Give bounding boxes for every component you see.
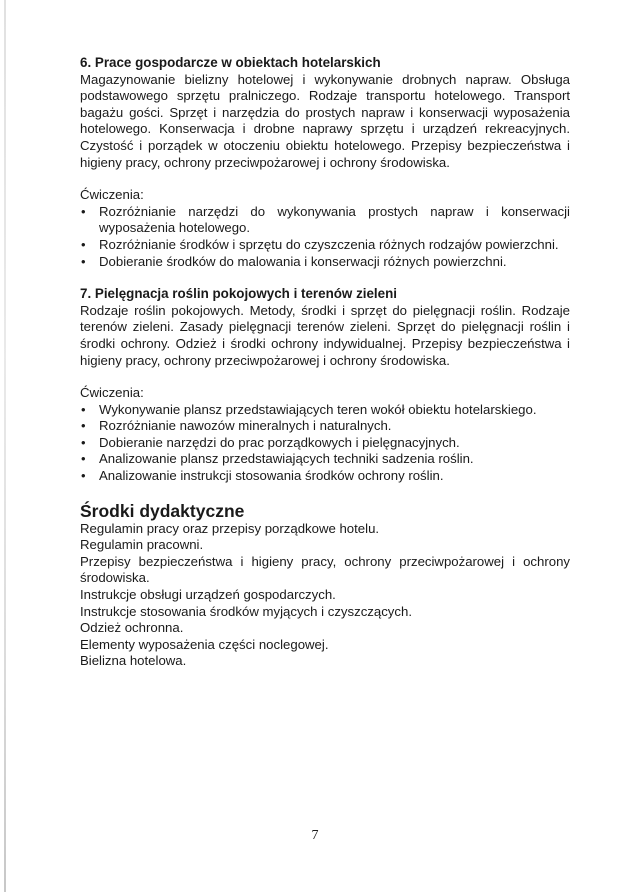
- section-6-exercises-label: Ćwiczenia:: [80, 187, 144, 203]
- section-7-exercises-label: Ćwiczenia:: [80, 385, 144, 401]
- teaching-aids-heading: Środki dydaktyczne: [80, 500, 245, 521]
- list-item: • Analizowanie instrukcji stosowania środków ochrony roślin.: [81, 468, 444, 484]
- bullet-icon: •: [81, 203, 86, 219]
- section-7-body: Rodzaje roślin pokojowych. Metody, środki i sprzęt do pielęgnacji roślin. Rodzaje terenów zieleni. Zasady pielęgnacji terenów zieleni. Sprzęt do pielęgnacji roślin i środki ochrony. Odzież i środki ochrony indywidualnej. Przepisy bezpieczeństwa i higieny pracy, ochrony przeciwpożarowej i ochrony środowiska.: [80, 302, 570, 368]
- teaching-aid-line: Elementy wyposażenia części noclegowej.: [80, 636, 329, 652]
- list-item: • Rozróżnianie środków i sprzętu do czyszczenia różnych rodzajów powierzchni.: [81, 236, 559, 252]
- section-7-heading: 7. Pielęgnacja roślin pokojowych i terenów zieleni: [80, 286, 398, 302]
- teaching-aids-list: [80, 521, 570, 670]
- bullet-icon: •: [81, 451, 86, 467]
- list-item: • Rozróżnianie nawozów mineralnych i naturalnych.: [81, 418, 392, 434]
- teaching-aid-line: Przepisy bezpieczeństwa i higieny pracy, ochrony przeciwpożarowej i ochrony środowiska.: [80, 553, 570, 586]
- bullet-icon: •: [81, 253, 86, 269]
- bullet-icon: •: [81, 434, 86, 450]
- list-item: • Wykonywanie plansz przedstawiających teren wokół obiektu hotelarskiego.: [81, 401, 537, 417]
- list-item: • Dobieranie środków do malowania i konserwacji różnych powierzchni.: [81, 253, 507, 269]
- page-number: 7: [311, 828, 319, 843]
- section-7-exercises-list: [80, 402, 570, 485]
- document-page: [80, 55, 570, 670]
- teaching-aid-line: Instrukcje stosowania środków myjących i czyszczących.: [80, 603, 412, 619]
- bullet-icon: •: [81, 236, 86, 252]
- list-item: • Dobieranie narzędzi do prac porządkowych i pielęgnacyjnych.: [81, 434, 460, 450]
- list-item: • Rozróżnianie narzędzi do wykonywania prostych napraw i konserwacji wyposażenia hotelowego.: [81, 203, 570, 236]
- list-item: • Analizowanie plansz przedstawiających techniki sadzenia roślin.: [81, 451, 474, 467]
- bullet-icon: •: [81, 468, 86, 484]
- teaching-aid-line: Regulamin pracowni.: [80, 537, 204, 553]
- section-6-heading: 6. Prace gospodarcze w obiektach hotelarskich: [80, 55, 381, 70]
- scan-left-edge: [4, 0, 6, 892]
- section-6-exercises-list: [80, 204, 570, 270]
- teaching-aid-line: Bielizna hotelowa.: [80, 653, 187, 669]
- bullet-icon: •: [81, 401, 86, 417]
- bullet-icon: •: [81, 418, 86, 434]
- teaching-aid-line: Regulamin pracy oraz przepisy porządkowe hotelu.: [80, 520, 380, 536]
- teaching-aid-line: Instrukcje obsługi urządzeń gospodarczych.: [80, 587, 336, 603]
- section-6-body: Magazynowanie bielizny hotelowej i wykonywanie drobnych napraw. Obsługa podstawowego sprzętu pralniczego. Rodzaje transportu hotelowego. Transport bagażu gości. Sprzęt i narzędzia do prostych napraw i konserwacji wyposażenia hotelowego. Konserwacja i drobne naprawy sprzętu i urządzeń rekreacyjnych. Czystość i porządek w otoczeniu obiektu hotelowego. Przepisy bezpieczeństwa i higieny pracy, ochrony przeciwpożarowej i ochrony środowiska.: [80, 71, 570, 170]
- teaching-aid-line: Odzież ochronna.: [80, 620, 184, 636]
